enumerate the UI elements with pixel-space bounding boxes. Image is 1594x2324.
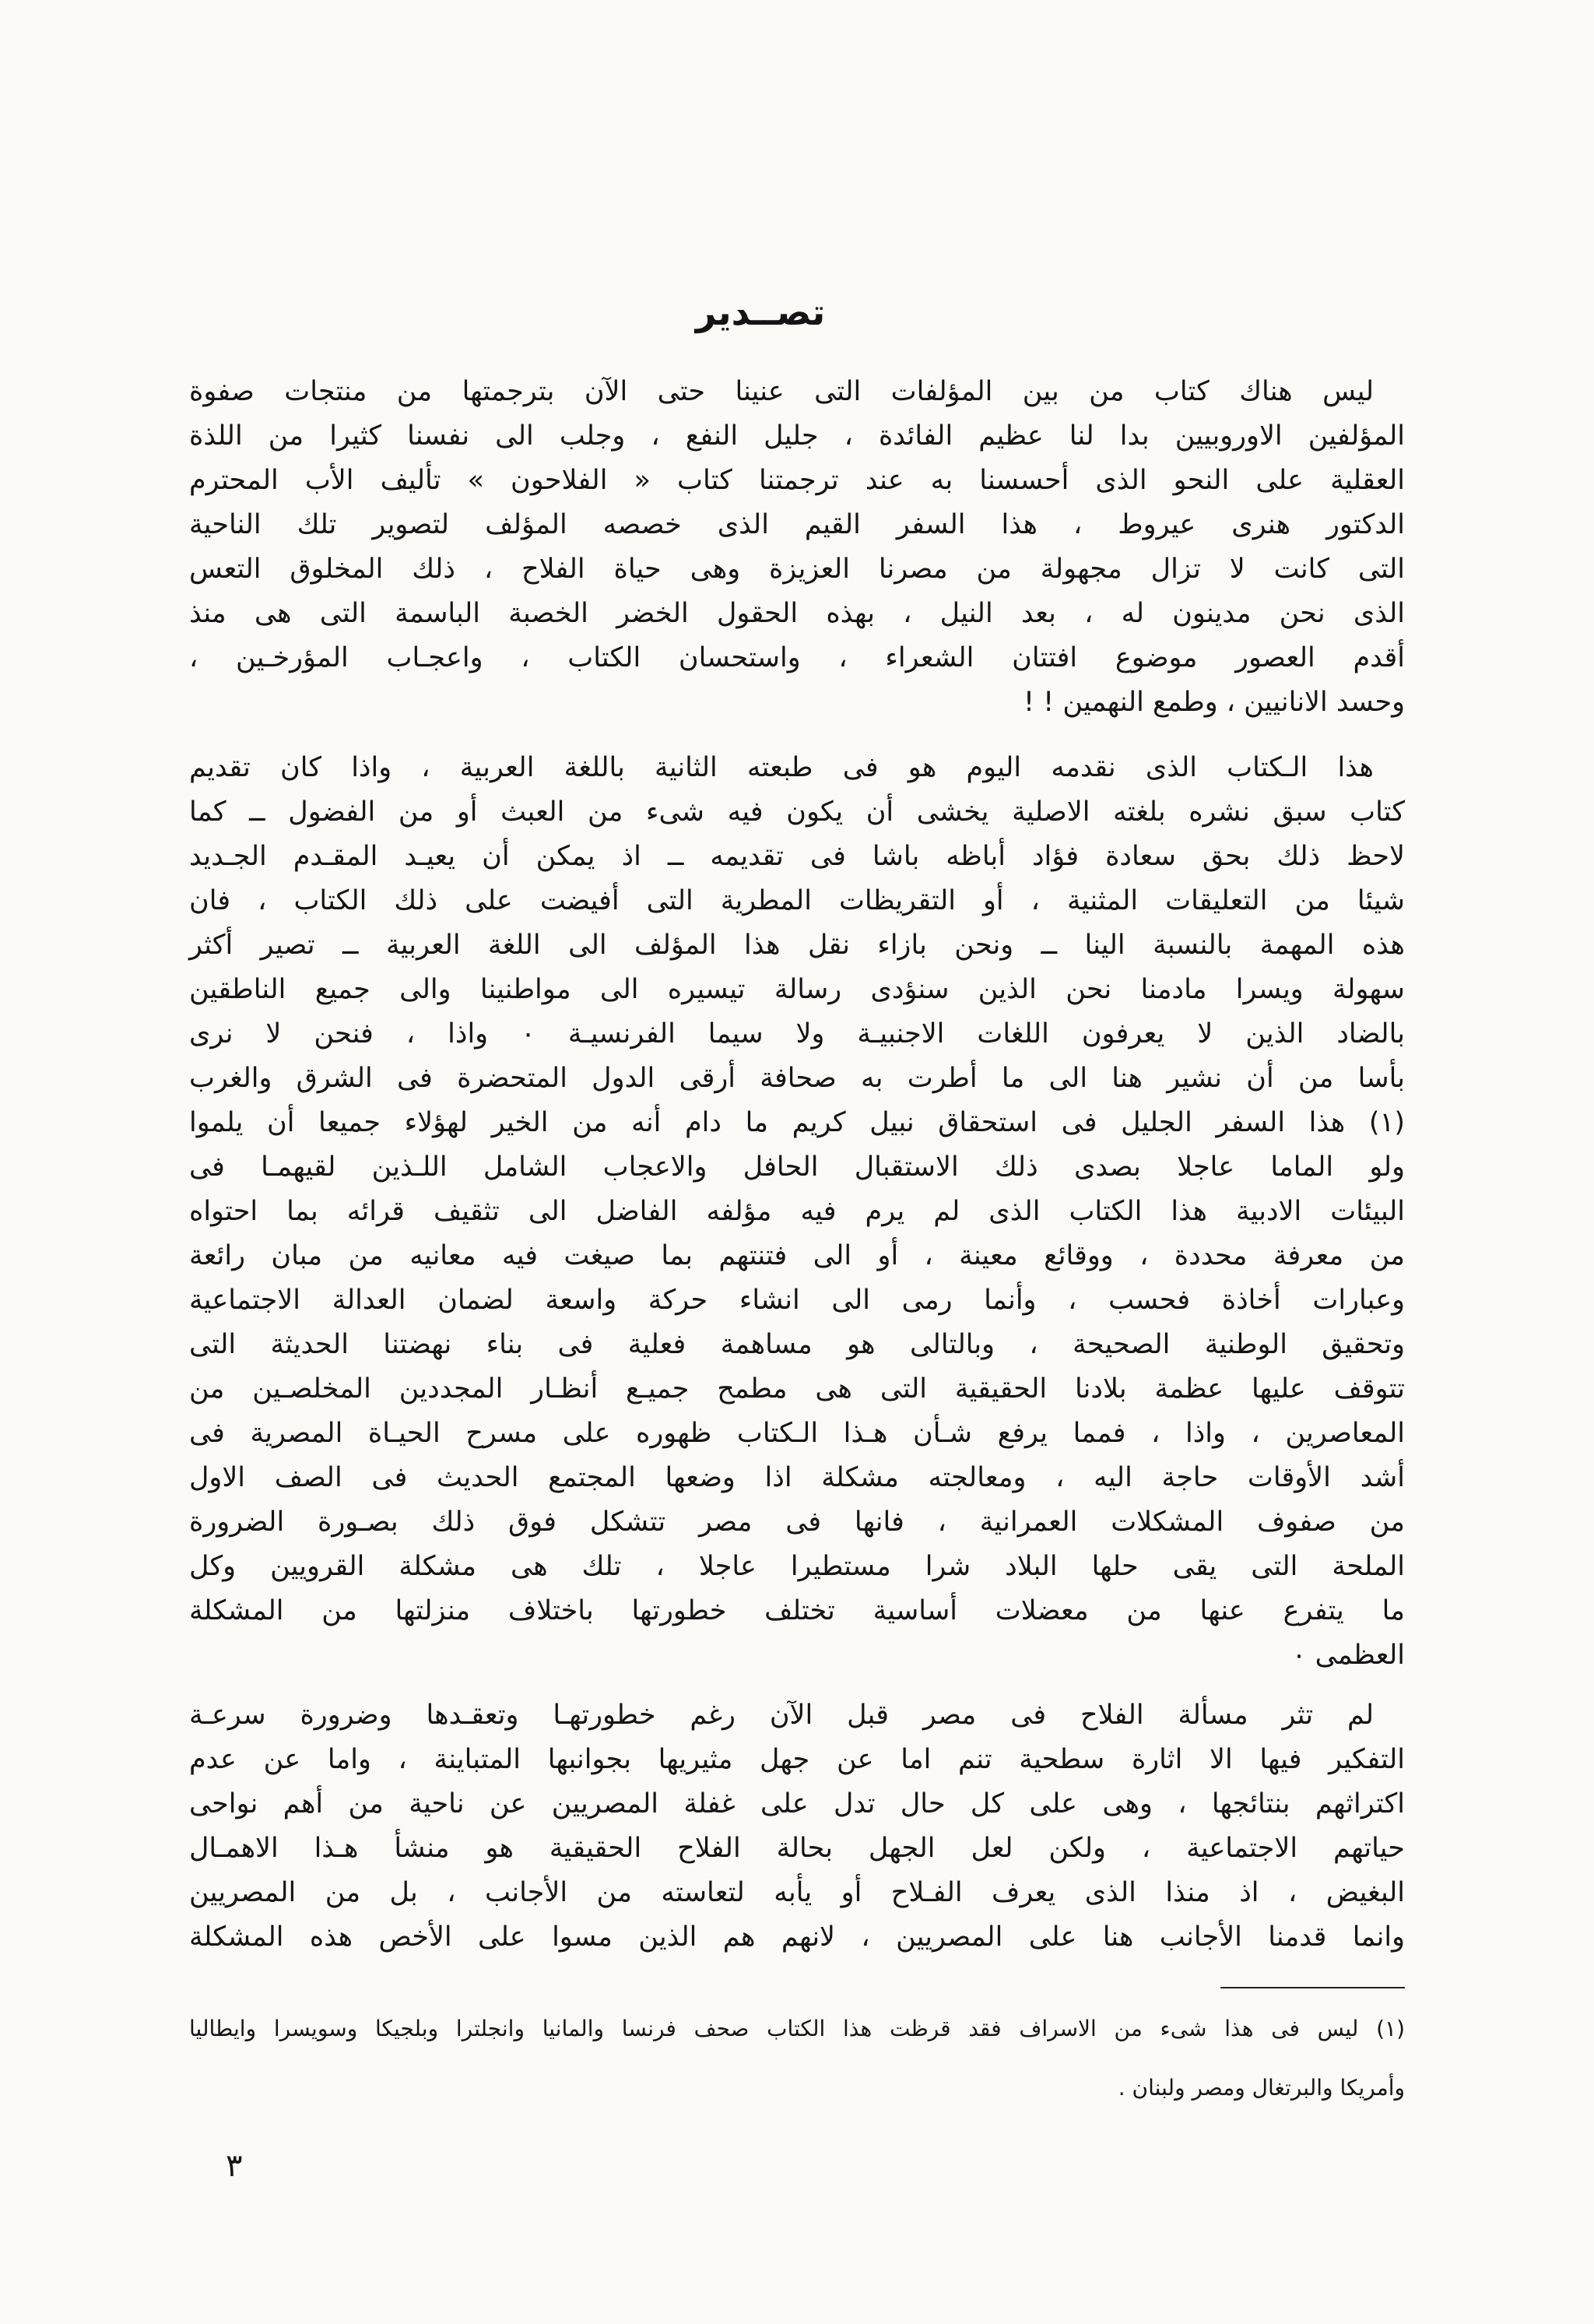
text-line: البيئات الادبية هذا الكتاب الذى لم يرم فيه مؤلفه الفاضل الى تثقيف قرائه بما احتواه (189, 1196, 1405, 1227)
text-line: وعبارات أخاذة فحسب ، وأنما رمى الى انشاء حركة واسعة لضمان العدالة الاجتماعية (189, 1285, 1405, 1316)
text-line: تتوقف عليها عظمة بلادنا الحقيقية التى هى مطمح جميـع أنظـار المجددين المخلصـين من (189, 1373, 1405, 1405)
text-line: هذه المهمة بالنسبة الينا ــ ونحن بازاء نقل هذا المؤلف الى اللغة العربية ــ تصير أكثر (189, 930, 1405, 961)
text-line: ليس هناك كتاب من بين المؤلفات التى عنينا حتى الآن بترجمتها من منتجات صفوة (189, 376, 1374, 407)
text-line: ما يتفرع عنها من معضلات أساسية تختلف خطورتها باختلاف منزلتها من المشكلة (189, 1595, 1405, 1626)
text-line: كتاب سبق نشره بلغته الاصلية يخشى أن يكون فيه شىء من العبث أو من الفضول ــ كما (189, 796, 1405, 828)
text-line: اكتراثهم بنتائجها ، وهى على كل حال تدل على غفلة المصريين عن ناحية من أهم نواحى (189, 1788, 1405, 1819)
text-line: من معرفة محددة ، ووقائع معينة ، أو الى فتنتهم بما صيغت فيه معانيه من مبان رائعة (189, 1240, 1405, 1271)
text-line: من صفوف المشكلات العمرانية ، فانها فى مصر تتشكل فوق ذلك بصـورة الضرورة (189, 1507, 1405, 1538)
text-line: الملحة التى يقى حلها البلاد شرا مستطيرا عاجلا ، تلك هى مشكلة القرويين وكل (189, 1551, 1405, 1582)
text-line: (١) هذا السفر الجليل فى استحقاق نبيل كريم ما دام أنه من الخير لهؤلاء جميعا أن يلموا (189, 1107, 1405, 1138)
footnote (189, 1999, 1405, 2118)
text-line: أشد الأوقات حاجة اليه ، ومعالجته مشكلة اذا وضعها المجتمع الحديث فى الصف الاول (189, 1462, 1405, 1493)
body-text (189, 370, 1405, 1960)
text-line: لم تثر مسألة الفلاح فى مصر قبل الآن رغم خطورتهـا وتعقـدها وضرورة سرعـة (189, 1700, 1374, 1731)
text-line: ولو الماما عاجلا بصدى ذلك الاستقبال الحافل والاعجاب الشامل اللـذين لقيهمـا فى (189, 1151, 1405, 1183)
paragraph (189, 1693, 1405, 1960)
text-line: العقلية على النحو الذى أحسسنا به عند ترجمتنا كتاب « الفلاحون » تأليف الأب المحترم (189, 465, 1405, 496)
text-line: التى كانت لا تزال مجهولة من مصرنا العزيزة وهى حياة الفلاح ، ذلك المخلوق التعس (189, 554, 1405, 585)
text-line: وانما قدمنا الأجانب هنا على المصريين ، لانهم هم الذين مسوا على الأخص هذه المشكلة (189, 1921, 1405, 1953)
text-line: سهولة ويسرا مادمنا نحن الذين سنؤدى رسالة تيسيره الى مواطنينا والى جميع الناطقين (189, 974, 1405, 1005)
text-line: لاحظ ذلك بحق سعادة فؤاد أباظه باشا فى تقديمه ــ اذ يمكن أن يعيـد المقـدم الجـديد (189, 841, 1405, 872)
page-title: تصــدير (695, 290, 826, 333)
footnote-rule (1220, 1987, 1405, 1988)
text-line: شيئا من التعليقات المثنية ، أو التقريظات المطرية التى أفيضت على ذلك الكتاب ، فان (189, 885, 1405, 916)
text-line: بأسا من أن نشير هنا الى ما أطرت به صحافة أرقى الدول المتحضرة فى الشرق والغرب (189, 1063, 1405, 1094)
text-line: الدكتور هنرى عيروط ، هذا السفر القيم الذى خصصه المؤلف لتصوير تلك الناحية (189, 509, 1405, 540)
paragraph (189, 746, 1405, 1678)
text-line: وتحقيق الوطنية الصحيحة ، وبالتالى هو مساهمة فعلية فى بناء نهضتنا الحديثة التى (189, 1329, 1405, 1360)
text-line: هذا الـكتاب الذى نقدمه اليوم هو فى طبعته الثانية باللغة العربية ، واذا كان تقديم (189, 752, 1374, 783)
text-line: المؤلفين الاوروبيين بدا لنا عظيم الفائدة ، جليل النفع ، وجلب الى نفسنا كثيرا من اللذة (189, 420, 1405, 452)
text-line: الذى نحن مدينون له ، بعد النيل ، بهذه الحقول الخضر الخصبة الباسمة التى هى منذ (189, 598, 1405, 629)
footnote-line: (١) ليس فى هذا شىء من الاسراف فقد قرظت هذا الكتاب صحف فرنسا والمانيا وانجلترا وبلجيكا وسويسرا وايطاليا (189, 2016, 1405, 2041)
text-line: بالضاد الذين لا يعرفون اللغات الاجنبيـة ولا سيما الفرنسيـة ٠ واذا ، فنحن لا نرى (189, 1018, 1406, 1049)
text-line: المعاصرين ، واذا ، فمما يرفع شـأن هـذا الـكتاب ظهوره على مسرح الحيـاة المصرية فى (189, 1418, 1405, 1449)
text-line: البغيض ، اذ منذا الذى يعرف الفـلاح أو يأبه لتعاسته من الأجانب ، بل من المصريين (189, 1877, 1405, 1908)
text-line: العظمى ٠ (1291, 1640, 1405, 1671)
text-line: وحسد الانانيين ، وطمع النهمين ! ! (1023, 687, 1405, 718)
text-line: التفكير فيها الا اثارة سطحية تنم اما عن جهل مثيريها بجوانبها المتباينة ، واما عن عدم (189, 1744, 1405, 1775)
paragraph (189, 370, 1405, 725)
page-number: ٣ (226, 2148, 243, 2184)
text-line: أقدم العصور موضوع افتتان الشعراء ، واستحسان الكتاب ، واعجـاب المؤرخـين ، (189, 642, 1405, 673)
text-line: حياتهم الاجتماعية ، ولكن لعل الجهل بحالة الفلاح الحقيقية هو منشأ هـذا الاهمـال (189, 1833, 1405, 1864)
footnote-line: وأمريكا والبرتغال ومصر ولبنان . (1118, 2075, 1405, 2101)
